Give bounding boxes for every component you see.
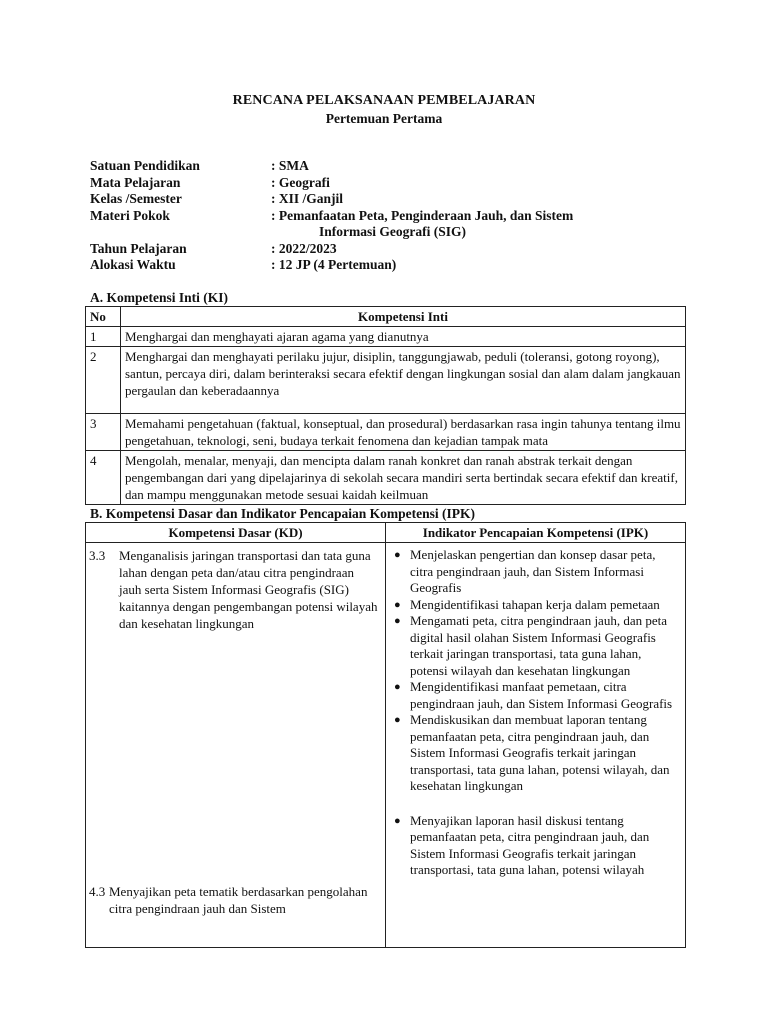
table-row [86,414,686,451]
ki-text: Memahami pengetahuan (faktual, konseptual, dan prosedural) berdasarkan rasa ingin tahunya tentang ilmu pengetahuan, teknologi, seni, budaya terkait fenomena dan kejadian tampak mata [121,414,686,451]
kd-text: Menganalisis jaringan transportasi dan tata guna lahan dengan peta dan/atau citra pengindraan jauh serta Sistem Informasi Geografis (SIG) kaitannya dengan pengembangan potensi wilayah dan kesehatan lingkungan [119,548,378,631]
ipk-col-title: Indikator Pencapaian Kompetensi (IPK) [386,523,686,543]
bullet-icon: ● [394,814,401,827]
ipk-text: Mendiskusikan dan membuat laporan tentang pemanfaatan peta, citra pengindraan jauh, dan Sistem Informasi Geografis terkait jaringan transportasi, tata guna lahan, potensi wilayah, dan kesehatan lingkungan [410,712,670,793]
table-row [86,347,686,414]
meta-value: : XII /Ganjil [271,191,344,206]
bullet-icon: ● [394,615,401,627]
meta-label: Alokasi Waktu [90,257,176,272]
ki-no: 2 [86,347,121,414]
list-item [386,597,681,614]
ki-no: 3 [86,414,121,451]
document-subtitle: Pertemuan Pertama [325,111,443,126]
kd-cell [86,543,386,948]
kd-number: 4.3 [89,884,106,899]
meta-row [90,175,601,192]
meta-value: : 2022/2023 [271,240,337,256]
ipk-text: Mengidentifikasi manfaat pemetaan, citra pengindraan jauh, dan Sistem Informasi Geografis [410,679,673,711]
ki-col-title: Kompetensi Inti [121,307,686,327]
kd-item [89,883,379,917]
kd-text-value: Menyajikan peta tematik berdasarkan pengolahan citra pengindraan jauh dan Sistem [109,884,368,916]
ipk-text: Menyajikan laporan hasil diskusi tentang pemanfaatan peta, citra pengindraan jauh, dan Sistem Informasi Geografis terkait jaringan transportasi, tata guna lahan, potensi wilayah [410,812,650,877]
meta-label: Materi Pokok [90,207,170,223]
ipk-list-43 [386,813,681,879]
list-item [386,547,681,597]
meta-value: : 12 JP (4 Pertemuan) [271,257,397,272]
ki-text: Menghargai dan menghayati ajaran agama yang dianutnya [121,327,686,347]
meta-row [90,208,601,241]
meta-value-line1: : Pemanfaatan Peta, Penginderaan Jauh, dan Sistem [271,207,574,223]
ipk-cell [386,543,686,948]
meta-row [90,257,601,274]
list-item [386,679,681,712]
bullet-icon: ● [394,598,401,611]
kd-ipk-header-row [86,523,686,543]
table-row [86,543,686,948]
kd-ipk-table [85,522,686,948]
meta-value: : Geografi [271,174,330,190]
ki-no: 4 [86,451,121,505]
ki-table [85,306,686,505]
bullet-icon: ● [394,714,401,726]
list-item [386,613,681,679]
list-item [386,712,681,795]
list-item [386,813,681,879]
identity-block [90,158,601,274]
kd-item [89,547,379,632]
ki-col-no: No [86,307,121,327]
meta-label: Satuan Pendidikan [90,158,200,173]
ki-no: 1 [86,327,121,347]
section-b-heading: B. Kompetensi Dasar dan Indikator Pencapaian Kompetensi (IPK) [90,506,476,521]
ki-text: Mengolah, menalar, menyaji, dan mencipta dalam ranah konkret dan ranah abstrak terkait dengan pengembangan dari yang dipelajarinya di sekolah secara mandiri serta bertindak secara efektif dan kreatif, dan mampu menggunakan metode sesuai kaidah keilmuan [121,451,686,505]
meta-value-line2: Informasi Geografi (SIG) [319,224,466,239]
meta-row [90,241,601,258]
ki-text: Menghargai dan menghayati perilaku jujur, disiplin, tanggungjawab, peduli (toleransi, gotong royong), santun, percaya diri, dalam berinteraksi secara efektif dengan lingkungan sosial dan alam dalam jangkauan pergaulan dan keberadaannya [121,347,686,414]
ipk-text: Menjelaskan pengertian dan konsep dasar peta, citra pengindraan jauh, dan Sistem Informasi Geografis [410,547,656,595]
ipk-text: Mengamati peta, citra pengindraan jauh, dan peta digital hasil olahan Sistem Informasi Geografis terkait jaringan transportasi, tata guna lahan, potensi wilayah dan kesehatan lingkungan [410,613,668,678]
bullet-icon: ● [394,549,401,561]
kd-col-title: Kompetensi Dasar (KD) [86,523,386,543]
meta-row [90,191,601,208]
ki-header-row [86,307,686,327]
meta-value [271,208,601,241]
meta-label: Tahun Pelajaran [90,240,187,256]
meta-row [90,158,601,175]
spacer [386,795,681,813]
table-row [86,327,686,347]
document-title: RENCANA PELAKSANAAN PEMBELAJARAN [232,93,536,108]
meta-label: Kelas /Semester [90,191,182,206]
ipk-text: Mengidentifikasi tahapan kerja dalam pemetaan [410,596,660,612]
kd-text [89,883,379,917]
ipk-list [386,547,681,795]
kd-number: 3.3 [89,548,106,563]
table-row [86,451,686,505]
section-a-heading: A. Kompetensi Inti (KI) [90,290,228,305]
bullet-icon: ● [394,681,401,693]
meta-label: Mata Pelajaran [90,174,181,190]
meta-value: : SMA [271,158,309,173]
